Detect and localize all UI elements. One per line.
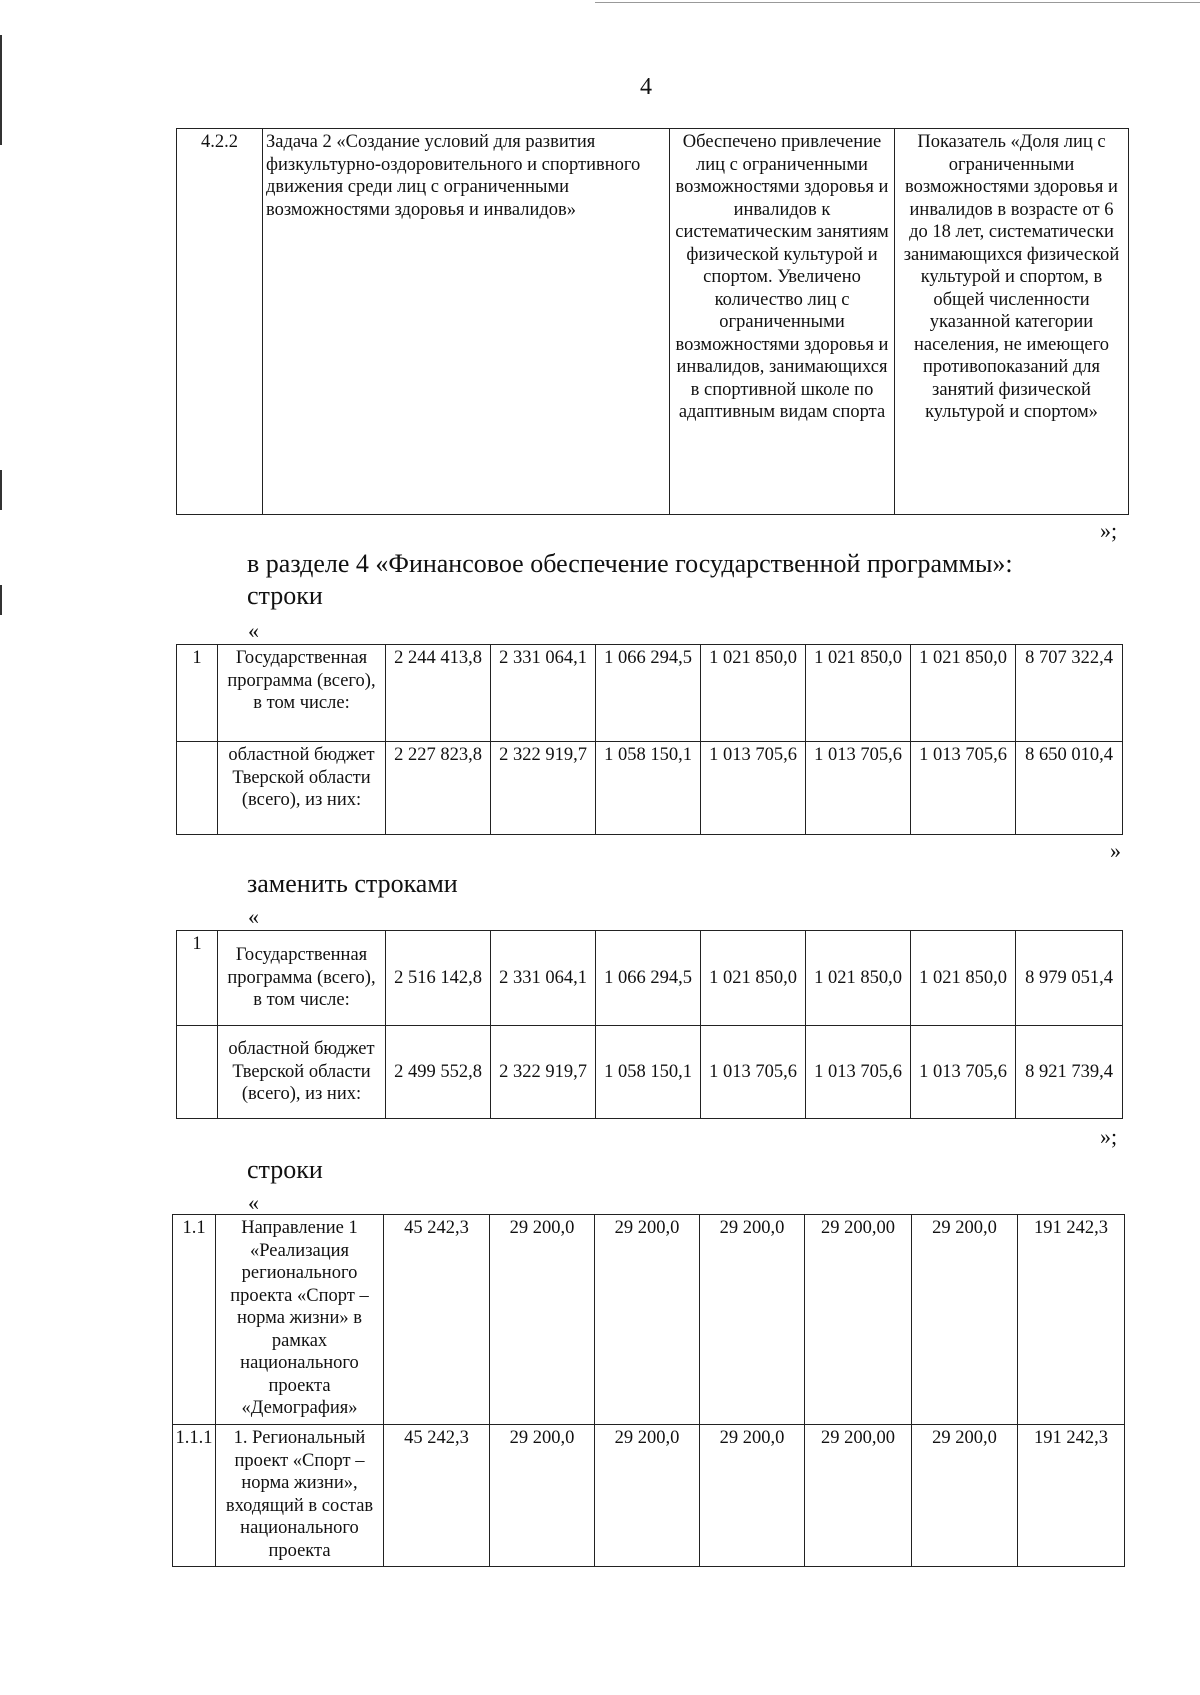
value-cell: 29 200,0 <box>700 1425 805 1567</box>
value-cell: 29 200,0 <box>490 1425 595 1567</box>
value-cell: 1 021 850,0 <box>911 931 1016 1026</box>
value-cell: 1 066 294,5 <box>596 931 701 1026</box>
value-cell: 1 058 150,1 <box>596 742 701 835</box>
scan-artifact-line <box>0 585 2 615</box>
table-row <box>177 1026 1123 1119</box>
value-cell: 2 244 413,8 <box>386 645 491 742</box>
value-cell: 1 013 705,6 <box>806 1026 911 1119</box>
row-number: 1 <box>177 931 218 1026</box>
value-cell: 1 021 850,0 <box>701 645 806 742</box>
value-cell: 2 331 064,1 <box>491 931 596 1026</box>
row-name: областной бюджет Тверской области (всего), из них: <box>218 742 386 835</box>
section-heading: в разделе 4 «Финансовое обеспечение государственной программы»: <box>247 549 1013 578</box>
row-number <box>177 742 218 835</box>
closing-quote: » <box>1110 838 1121 863</box>
value-cell: 1 066 294,5 <box>596 645 701 742</box>
value-cell: 29 200,0 <box>595 1425 700 1567</box>
value-cell: 1 058 150,1 <box>596 1026 701 1119</box>
old-finance-table <box>176 644 1123 835</box>
value-cell: 1 013 705,6 <box>806 742 911 835</box>
value-cell: 29 200,0 <box>700 1215 805 1425</box>
value-cell: 191 242,3 <box>1018 1425 1125 1567</box>
row-name: Государственная программа (всего), в том числе: <box>218 931 386 1026</box>
value-cell: 2 227 823,8 <box>386 742 491 835</box>
opening-quote: « <box>248 1190 259 1215</box>
row-name: областной бюджет Тверской области (всего), из них: <box>218 1026 386 1119</box>
value-cell: 2 322 919,7 <box>491 742 596 835</box>
table-row <box>177 129 1129 515</box>
row-name: Государственная программа (всего), в том числе: <box>218 645 386 742</box>
opening-quote: « <box>248 618 259 643</box>
rows-heading: строки <box>247 1155 323 1184</box>
value-cell: 29 200,0 <box>490 1215 595 1425</box>
new-finance-table <box>176 930 1123 1119</box>
value-cell: 2 322 919,7 <box>491 1026 596 1119</box>
task-table <box>176 128 1129 515</box>
task-indicator: Показатель «Доля лиц с ограниченными возможностями здоровья и инвалидов в возрасте от 6 до 18 лет, систематически занимающихся физической культурой и спортом, в общей численности указанной категории населения, не имеющего противопоказаний для занятий физической культурой и спортом» <box>895 129 1129 515</box>
table-row <box>173 1215 1125 1425</box>
replace-heading: заменить строками <box>247 869 458 898</box>
scan-artifact-line <box>0 470 2 510</box>
row-number <box>177 1026 218 1119</box>
value-cell: 45 242,3 <box>384 1215 490 1425</box>
table-row <box>177 645 1123 742</box>
value-cell: 29 200,0 <box>912 1215 1018 1425</box>
value-cell: 1 021 850,0 <box>911 645 1016 742</box>
row-number: 1.1.1 <box>173 1425 216 1567</box>
value-cell: 2 516 142,8 <box>386 931 491 1026</box>
value-cell: 29 200,00 <box>805 1215 912 1425</box>
value-cell: 2 499 552,8 <box>386 1026 491 1119</box>
scan-artifact-line <box>0 35 2 145</box>
value-cell: 1 013 705,6 <box>911 1026 1016 1119</box>
direction-finance-table <box>172 1214 1125 1567</box>
value-cell: 1 013 705,6 <box>701 742 806 835</box>
opening-quote: « <box>248 904 259 929</box>
closing-quote: »; <box>1100 1124 1118 1149</box>
value-cell: 2 331 064,1 <box>491 645 596 742</box>
value-cell: 8 979 051,4 <box>1016 931 1123 1026</box>
value-cell: 8 707 322,4 <box>1016 645 1123 742</box>
page-number: 4 <box>640 74 652 100</box>
value-cell: 1 021 850,0 <box>806 645 911 742</box>
value-cell: 29 200,00 <box>805 1425 912 1567</box>
value-cell: 1 013 705,6 <box>701 1026 806 1119</box>
row-name: Направление 1 «Реализация регионального проекта «Спорт – норма жизни» в рамках национального проекта «Демография» <box>216 1215 384 1425</box>
value-cell: 1 013 705,6 <box>911 742 1016 835</box>
value-cell: 8 650 010,4 <box>1016 742 1123 835</box>
table-row <box>177 931 1123 1026</box>
scan-artifact-line <box>595 2 1200 3</box>
value-cell: 29 200,0 <box>912 1425 1018 1567</box>
row-number: 1 <box>177 645 218 742</box>
value-cell: 29 200,0 <box>595 1215 700 1425</box>
table-row <box>173 1425 1125 1567</box>
section-heading-rows: строки <box>247 581 323 610</box>
value-cell: 191 242,3 <box>1018 1215 1125 1425</box>
task-result: Обеспечено привлечение лиц с ограниченными возможностями здоровья и инвалидов к систематическим занятиям физической культурой и спортом. Увеличено количество лиц с ограниченными возможностями здоровья и инвалидов, занимающихся в спортивной школе по адаптивным видам спорта <box>670 129 895 515</box>
closing-quote: »; <box>1100 518 1118 543</box>
table-row <box>177 742 1123 835</box>
task-number: 4.2.2 <box>177 129 263 515</box>
value-cell: 45 242,3 <box>384 1425 490 1567</box>
row-name: 1. Региональный проект «Спорт – норма жизни», входящий в состав национального проекта <box>216 1425 384 1567</box>
row-number: 1.1 <box>173 1215 216 1425</box>
value-cell: 1 021 850,0 <box>806 931 911 1026</box>
value-cell: 8 921 739,4 <box>1016 1026 1123 1119</box>
value-cell: 1 021 850,0 <box>701 931 806 1026</box>
task-title: Задача 2 «Создание условий для развития физкультурно-оздоровительного и спортивного движения среди лиц с ограниченными возможностями здоровья и инвалидов» <box>263 129 670 515</box>
